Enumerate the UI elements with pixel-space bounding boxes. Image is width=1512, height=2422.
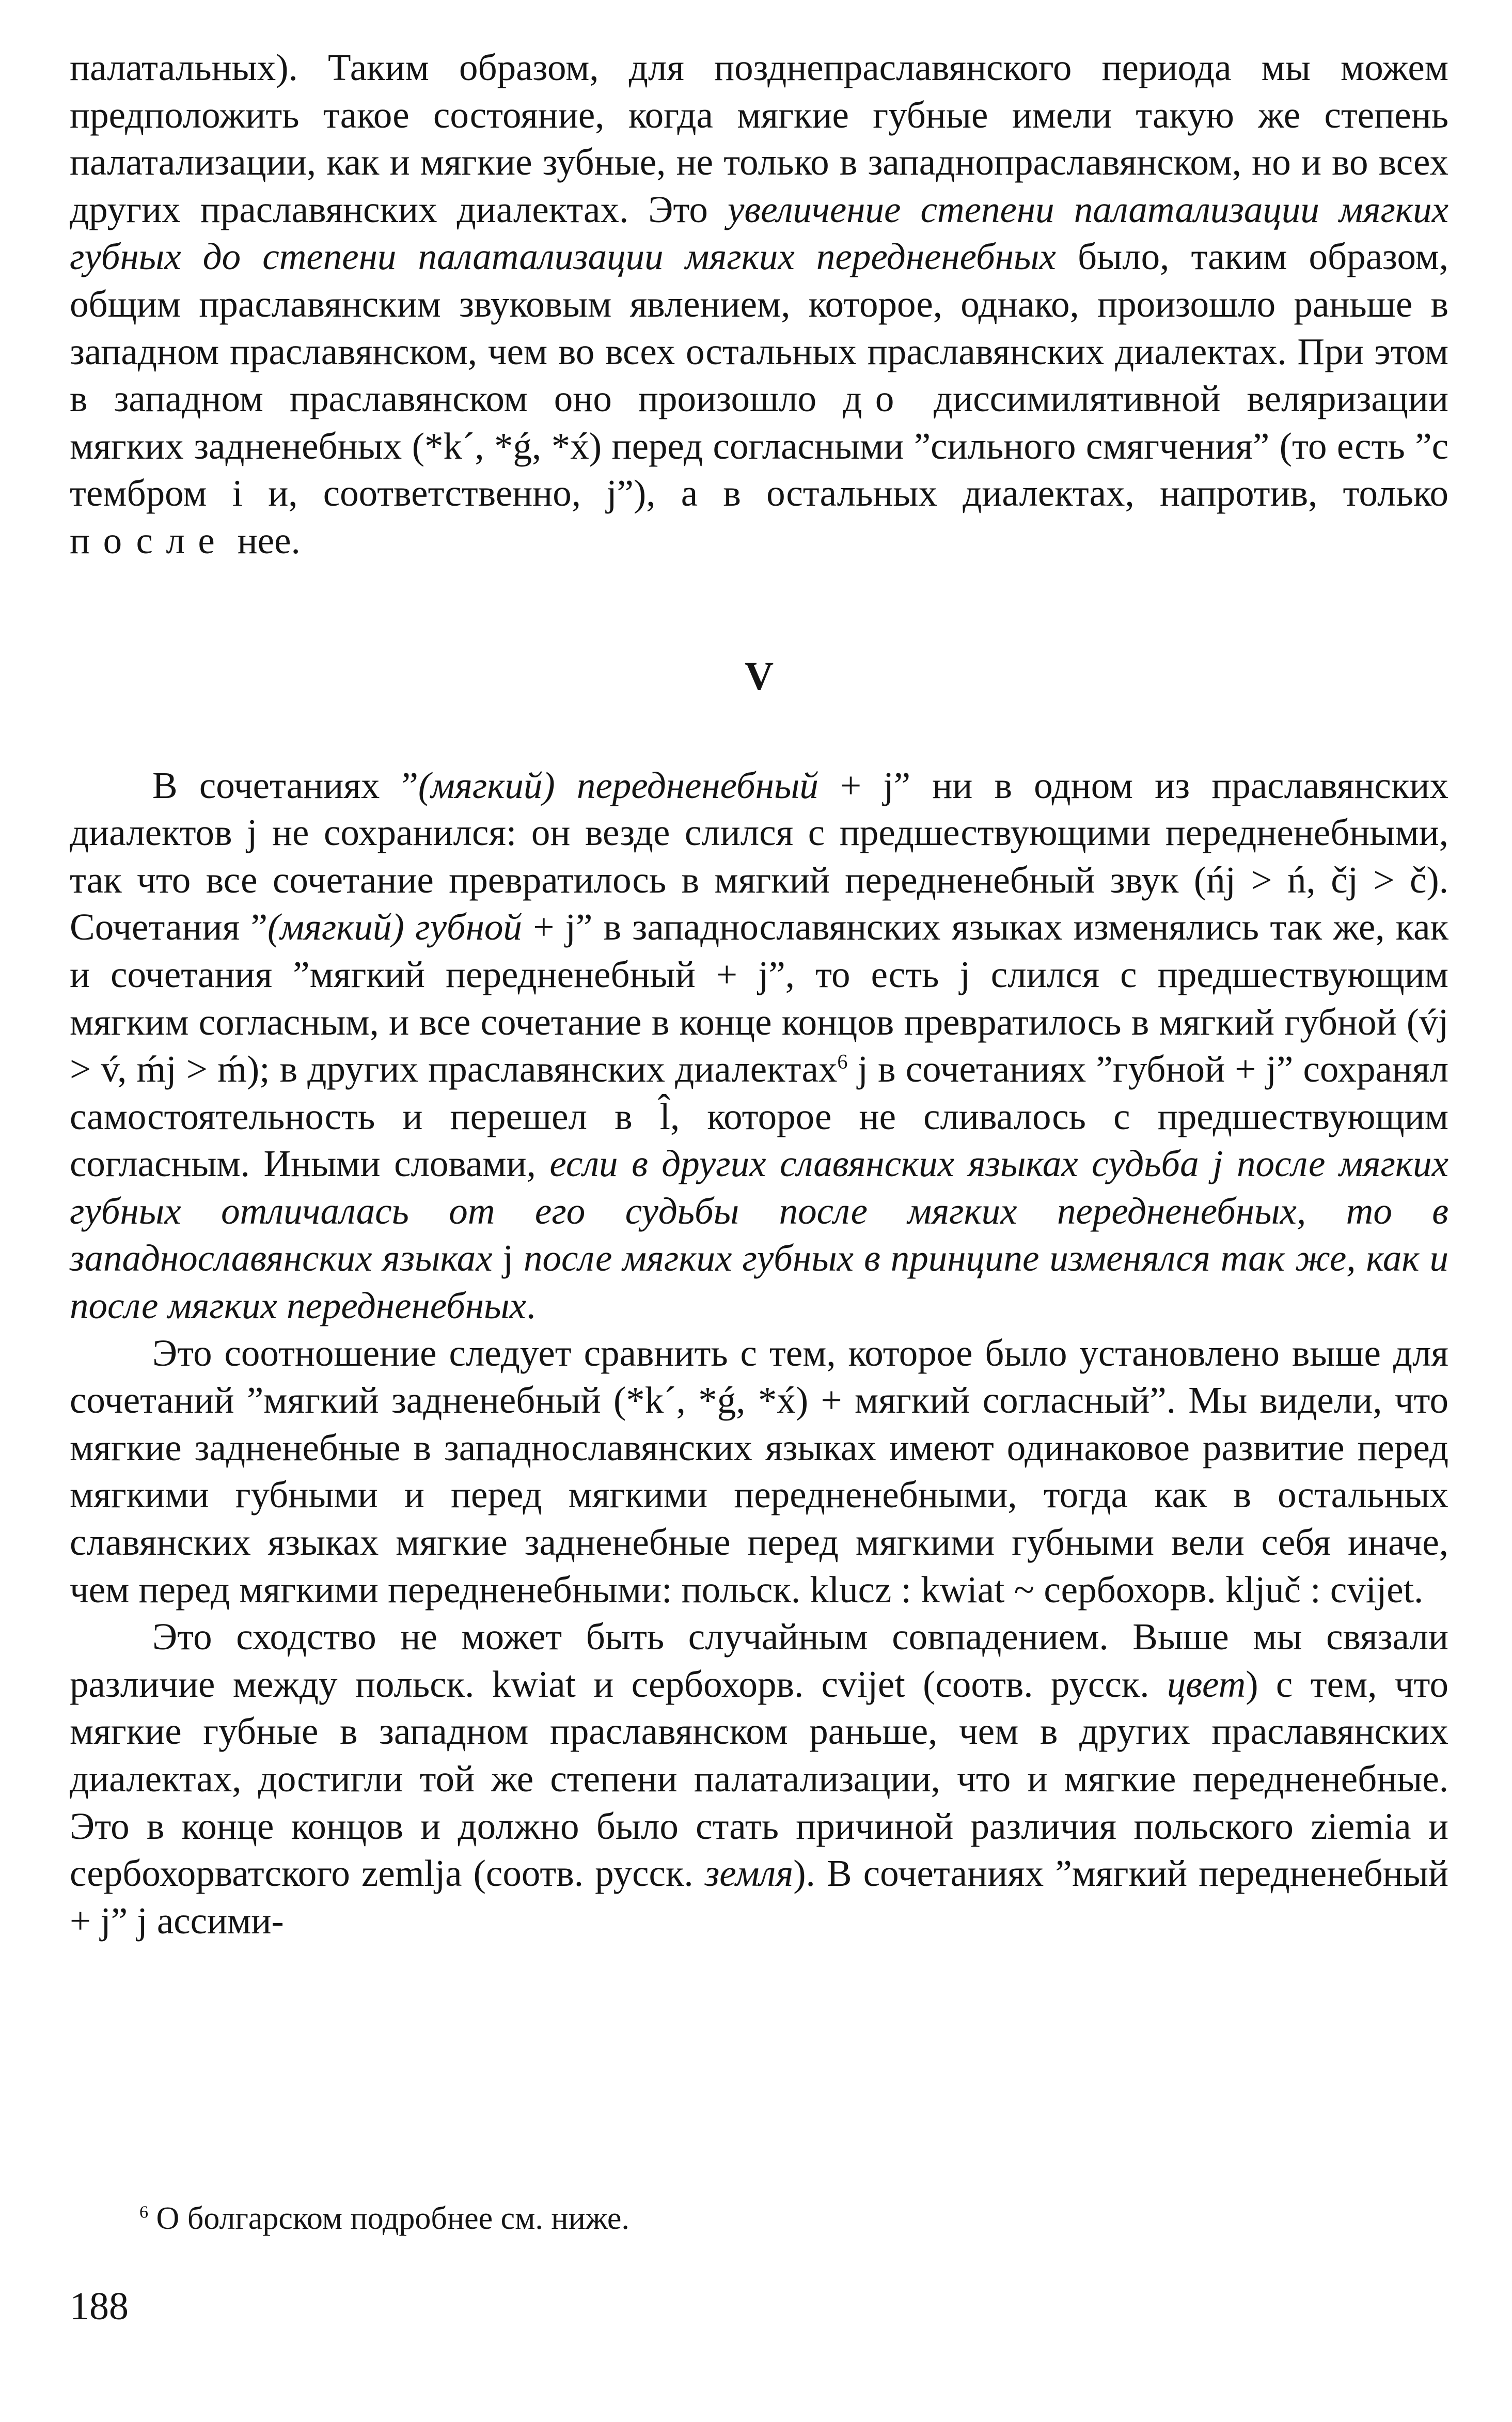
footnote-text: О болгарском подробнее см. ниже. <box>148 2201 629 2236</box>
italic-run: если в других славянских языках судьба j после мягких губных отличалась от его судьбы после мягких передненебных, то в западнославянских языках <box>70 1143 1449 1279</box>
italic-run: земля <box>704 1852 794 1895</box>
italic-run: цвет <box>1167 1663 1246 1705</box>
text-run: В сочетаниях ” <box>152 764 418 806</box>
footnote-ref[interactable]: 6 <box>837 1050 848 1073</box>
page-number: 188 <box>70 2285 129 2328</box>
text-run: . <box>526 1285 536 1327</box>
text-run: j в сочетаниях ”губной + j” сохранял самостоятельность и перешел в l̂, которое не сливалось с предшествующим согласным. Иными словами, <box>70 1048 1448 1185</box>
text-run: + j” ни в одном из праславянских диалектов j не сохранился: он везде слился с предшествующими передненебными, так что все сочетание превратилось в мягкий передненебный звук (ńj > ń, čj > č). Сочетания ” <box>70 764 1448 948</box>
page-body <box>70 44 1448 1944</box>
text-run: + j” в западнославянских языках изменялись так же, как и сочетания ”мягкий передненебный + j”, то есть j слился с предшествующим мягким согласным, и все сочетание в конце концов превратилось в мягкий губной (v́j > v́, ḿj > ḿ); в других праславянских диалектах <box>70 906 1449 1090</box>
text-run: ) с тем, что мягкие губные в западном праславянском раньше, чем в других праславянских диалектах, достигли той же степени палатализации, что и мягкие передненебные. Это в конце концов и должно было стать причиной различия польского ziemia и сербохорватского zemlja (соотв. русск. <box>70 1663 1448 1895</box>
text-run: нее. <box>228 519 301 561</box>
italic-run: (мягкий) передненебный <box>418 764 818 806</box>
text-run: диссимилятивной веляризации мягких задненебных (*k´, *ǵ, *x́) перед согласными ”сильного смягчения” (то есть ”с тембром i и, соответственно, j”), а в остальных диалектах, напротив, только <box>70 378 1448 514</box>
footnote-number: 6 <box>139 2202 149 2222</box>
footnote <box>139 2198 1379 2239</box>
paragraph-continued <box>70 44 1448 565</box>
paragraph-3 <box>70 1613 1448 1944</box>
italic-run: увеличение степени палатализации мягких губных до степени палатализации мягких передненебных <box>70 188 1448 278</box>
text-run: Это соотношение следует сравнить с тем, которое было установлено выше для сочетаний ”мягкий задненебный (*k´, *ǵ, *x́) + мягкий согласный”. Мы видели, что мягкие задненебные в западнославянских языках имеют одинаковое развитие перед мягкими губными и перед мягкими передненебными, тогда как в остальных славянских языках мягкие задненебные перед мягкими губными вели себя иначе, чем перед мягкими передненебными: польск. klucz : kwiat ~ сербохорв. ključ : cvijet. <box>70 1332 1448 1611</box>
section-heading: V <box>744 653 774 698</box>
paragraph-2 <box>70 1330 1448 1614</box>
text-run: Это сходство не может быть случайным совпадением. Выше мы связали различие между польск. kwiat и сербохорв. cvijet (соотв. русск. <box>70 1616 1448 1705</box>
spaced-run: до <box>843 378 907 420</box>
spaced-run: после <box>70 519 228 561</box>
paragraph-1 <box>70 762 1448 1330</box>
text-run: j <box>492 1237 524 1279</box>
text-run: палатальных). Таким образом, для позднепраславянского периода мы можем предположить такое состояние, когда мягкие губные имели такую же степень палатализации, как и мягкие зубные, не только в западнопраславянском, но и во всех других праславянских диалектах. Это <box>70 46 1448 230</box>
text-run: было, таким образом, общим праславянским звуковым явлением, которое, однако, произошло раньше в западном праславянском, чем во всех остальных праславянских диалектах. При этом в западном праславянском оно произошло <box>70 236 1449 420</box>
text-run: ). В сочетаниях ”мягкий передненебный + j” j ассими- <box>70 1852 1448 1942</box>
italic-run: после мягких губных в принципе изменялся так же, как и после мягких передненебных <box>70 1237 1448 1327</box>
italic-run: (мягкий) губной <box>267 906 522 948</box>
